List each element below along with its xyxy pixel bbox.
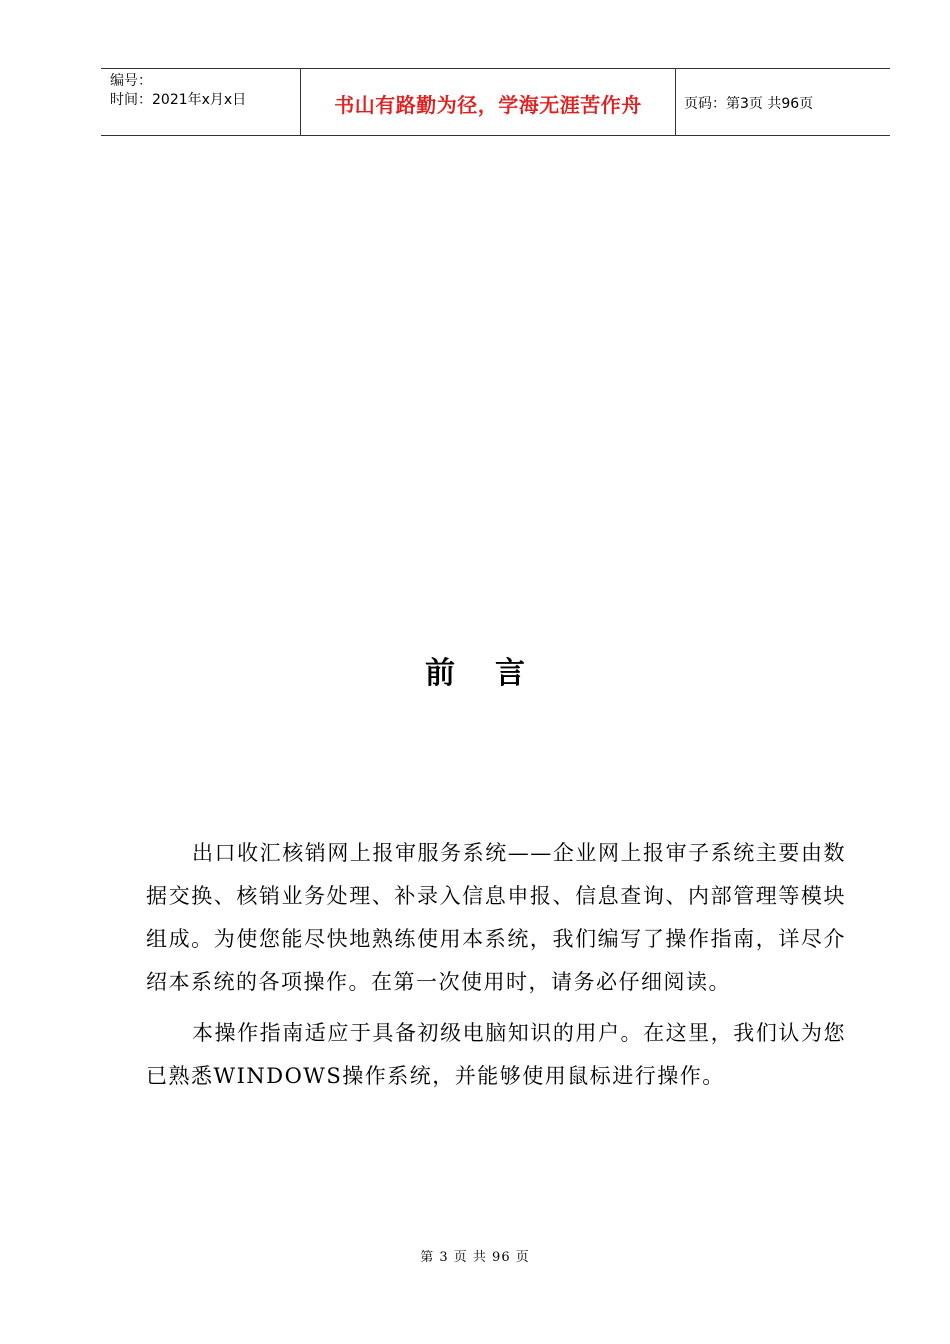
paragraph-audience: 本操作指南适应于具备初级电脑知识的用户。在这里，我们认为您已熟悉WINDOWS操作系统，并能够使用鼠标进行操作。	[146, 1021, 846, 1088]
document-date-label: 时间：2021年x月x日	[110, 92, 247, 108]
document-number-label: 编号：	[110, 73, 152, 89]
document-title: 前言	[425, 656, 565, 691]
page-header	[101, 68, 890, 136]
page-footer: 第 3 页 共 96 页	[420, 1250, 530, 1265]
header-meta	[101, 69, 301, 135]
paragraph-intro: 出口收汇核销网上报审服务系统——企业网上报审子系统主要由数据交换、核销业务处理、补录入信息申报、信息查询、内部管理等模块组成。为使您能尽快地熟练使用本系统，我们编写了操作指南，详尽介绍本系统的各项操作。在第一次使用时，请务必仔细阅读。	[146, 841, 846, 994]
header-motto: 书山有路勤为径，学海无涯苦作舟	[301, 69, 676, 135]
document-body	[146, 832, 846, 1106]
header-page-code: 页码：第3页 共96页	[684, 96, 814, 112]
